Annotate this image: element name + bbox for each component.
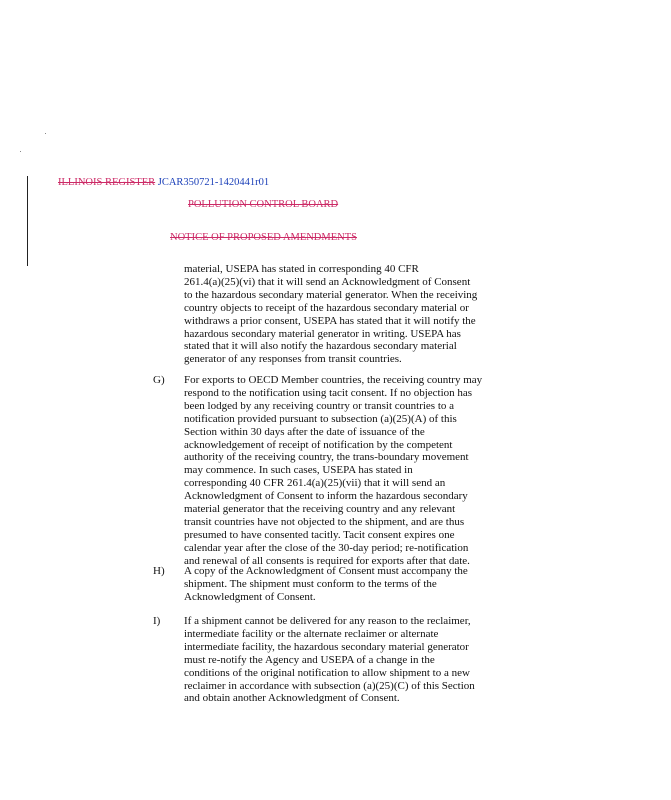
text-line: presumed to have consented tacitly. Tacit consent expires one: [184, 528, 455, 541]
text-line: authority of the receiving country, the trans-boundary movement: [184, 451, 469, 464]
text-line: must re-notify the Agency and USEPA of a change in the: [184, 653, 435, 666]
scan-speck: [20, 151, 21, 152]
text-line: Acknowledgment of Consent.: [184, 590, 316, 603]
text-line: intermediate facility or the alternate reclaimer or alternate: [184, 627, 439, 640]
item-h-letter: H): [153, 565, 165, 577]
text-line: Acknowledgment of Consent to inform the hazardous secondary: [184, 490, 468, 503]
text-line: material generator that the receiving country and any relevant: [184, 503, 456, 516]
text-line: stated that it will also notify the hazardous secondary material: [184, 340, 457, 353]
text-line: respond to the notification using tacit consent. If no objection has: [184, 386, 473, 399]
register-label-struck: ILLINOIS REGISTER: [58, 177, 156, 188]
text-line: 261.4(a)(25)(vi) that it will send an Acknowledgment of Consent: [184, 275, 471, 288]
text-line: and obtain another Acknowledgment of Consent.: [184, 692, 400, 705]
scan-speck: [45, 133, 46, 134]
text-line: withdraws a prior consent, USEPA has stated that it will notify the: [184, 314, 476, 327]
text-line: may commence. In such cases, USEPA has stated in: [184, 464, 413, 477]
register-header: [58, 177, 269, 188]
text-line: shipment. The shipment must conform to the terms of the: [184, 577, 437, 590]
text-line: calendar year after the close of the 30-day period; re-notification: [184, 541, 469, 554]
text-line: and renewal of all consents is required for exports after that date.: [184, 554, 470, 567]
revision-change-bar: [27, 176, 28, 266]
text-line: acknowledgement of receipt of notification by the competent: [184, 438, 453, 451]
text-line: transit countries have not objected to the shipment, and are thus: [184, 515, 465, 528]
text-line: reclaimer in accordance with subsection (a)(25)(C) of this Section: [184, 679, 475, 692]
text-line: corresponding 40 CFR 261.4(a)(25)(vii) that it will send an: [184, 477, 446, 490]
text-line: generator of any responses from transit countries.: [184, 353, 402, 366]
item-i-paragraph: [184, 615, 484, 705]
text-line: conditions of the original notification to allow shipment to a new: [184, 666, 470, 679]
text-line: to the hazardous secondary material generator. When the receiving: [184, 288, 478, 301]
item-g-letter: G): [153, 374, 165, 386]
text-line: intermediate facility, the hazardous secondary material generator: [184, 640, 469, 653]
text-line: For exports to OECD Member countries, the receiving country may: [184, 374, 483, 386]
text-line: If a shipment cannot be delivered for any reason to the reclaimer,: [184, 615, 471, 627]
text-line: country objects to receipt of the hazardous secondary material or: [184, 301, 469, 314]
text-line: A copy of the Acknowledgment of Consent must accompany the: [184, 565, 468, 577]
item-i-letter: I): [153, 615, 161, 627]
text-line: notification provided pursuant to subsection (a)(25)(A) of this: [184, 412, 457, 425]
text-line: hazardous secondary material generator in writing. USEPA has: [184, 327, 461, 340]
intro-paragraph: [184, 263, 484, 366]
item-g-paragraph: [184, 374, 484, 568]
text-line: Section within 30 days after the date of issuance of the: [184, 425, 425, 438]
text-line: been lodged by any receiving country or transit countries to a: [184, 399, 455, 412]
text-line: material, USEPA has stated in corresponding 40 CFR: [184, 263, 419, 275]
item-h-paragraph: [184, 565, 484, 604]
notice-heading: NOTICE OF PROPOSED AMENDMENTS: [170, 232, 357, 243]
document-code: JCAR350721-1420441r01: [157, 177, 270, 188]
board-heading: POLLUTION CONTROL BOARD: [188, 199, 339, 210]
